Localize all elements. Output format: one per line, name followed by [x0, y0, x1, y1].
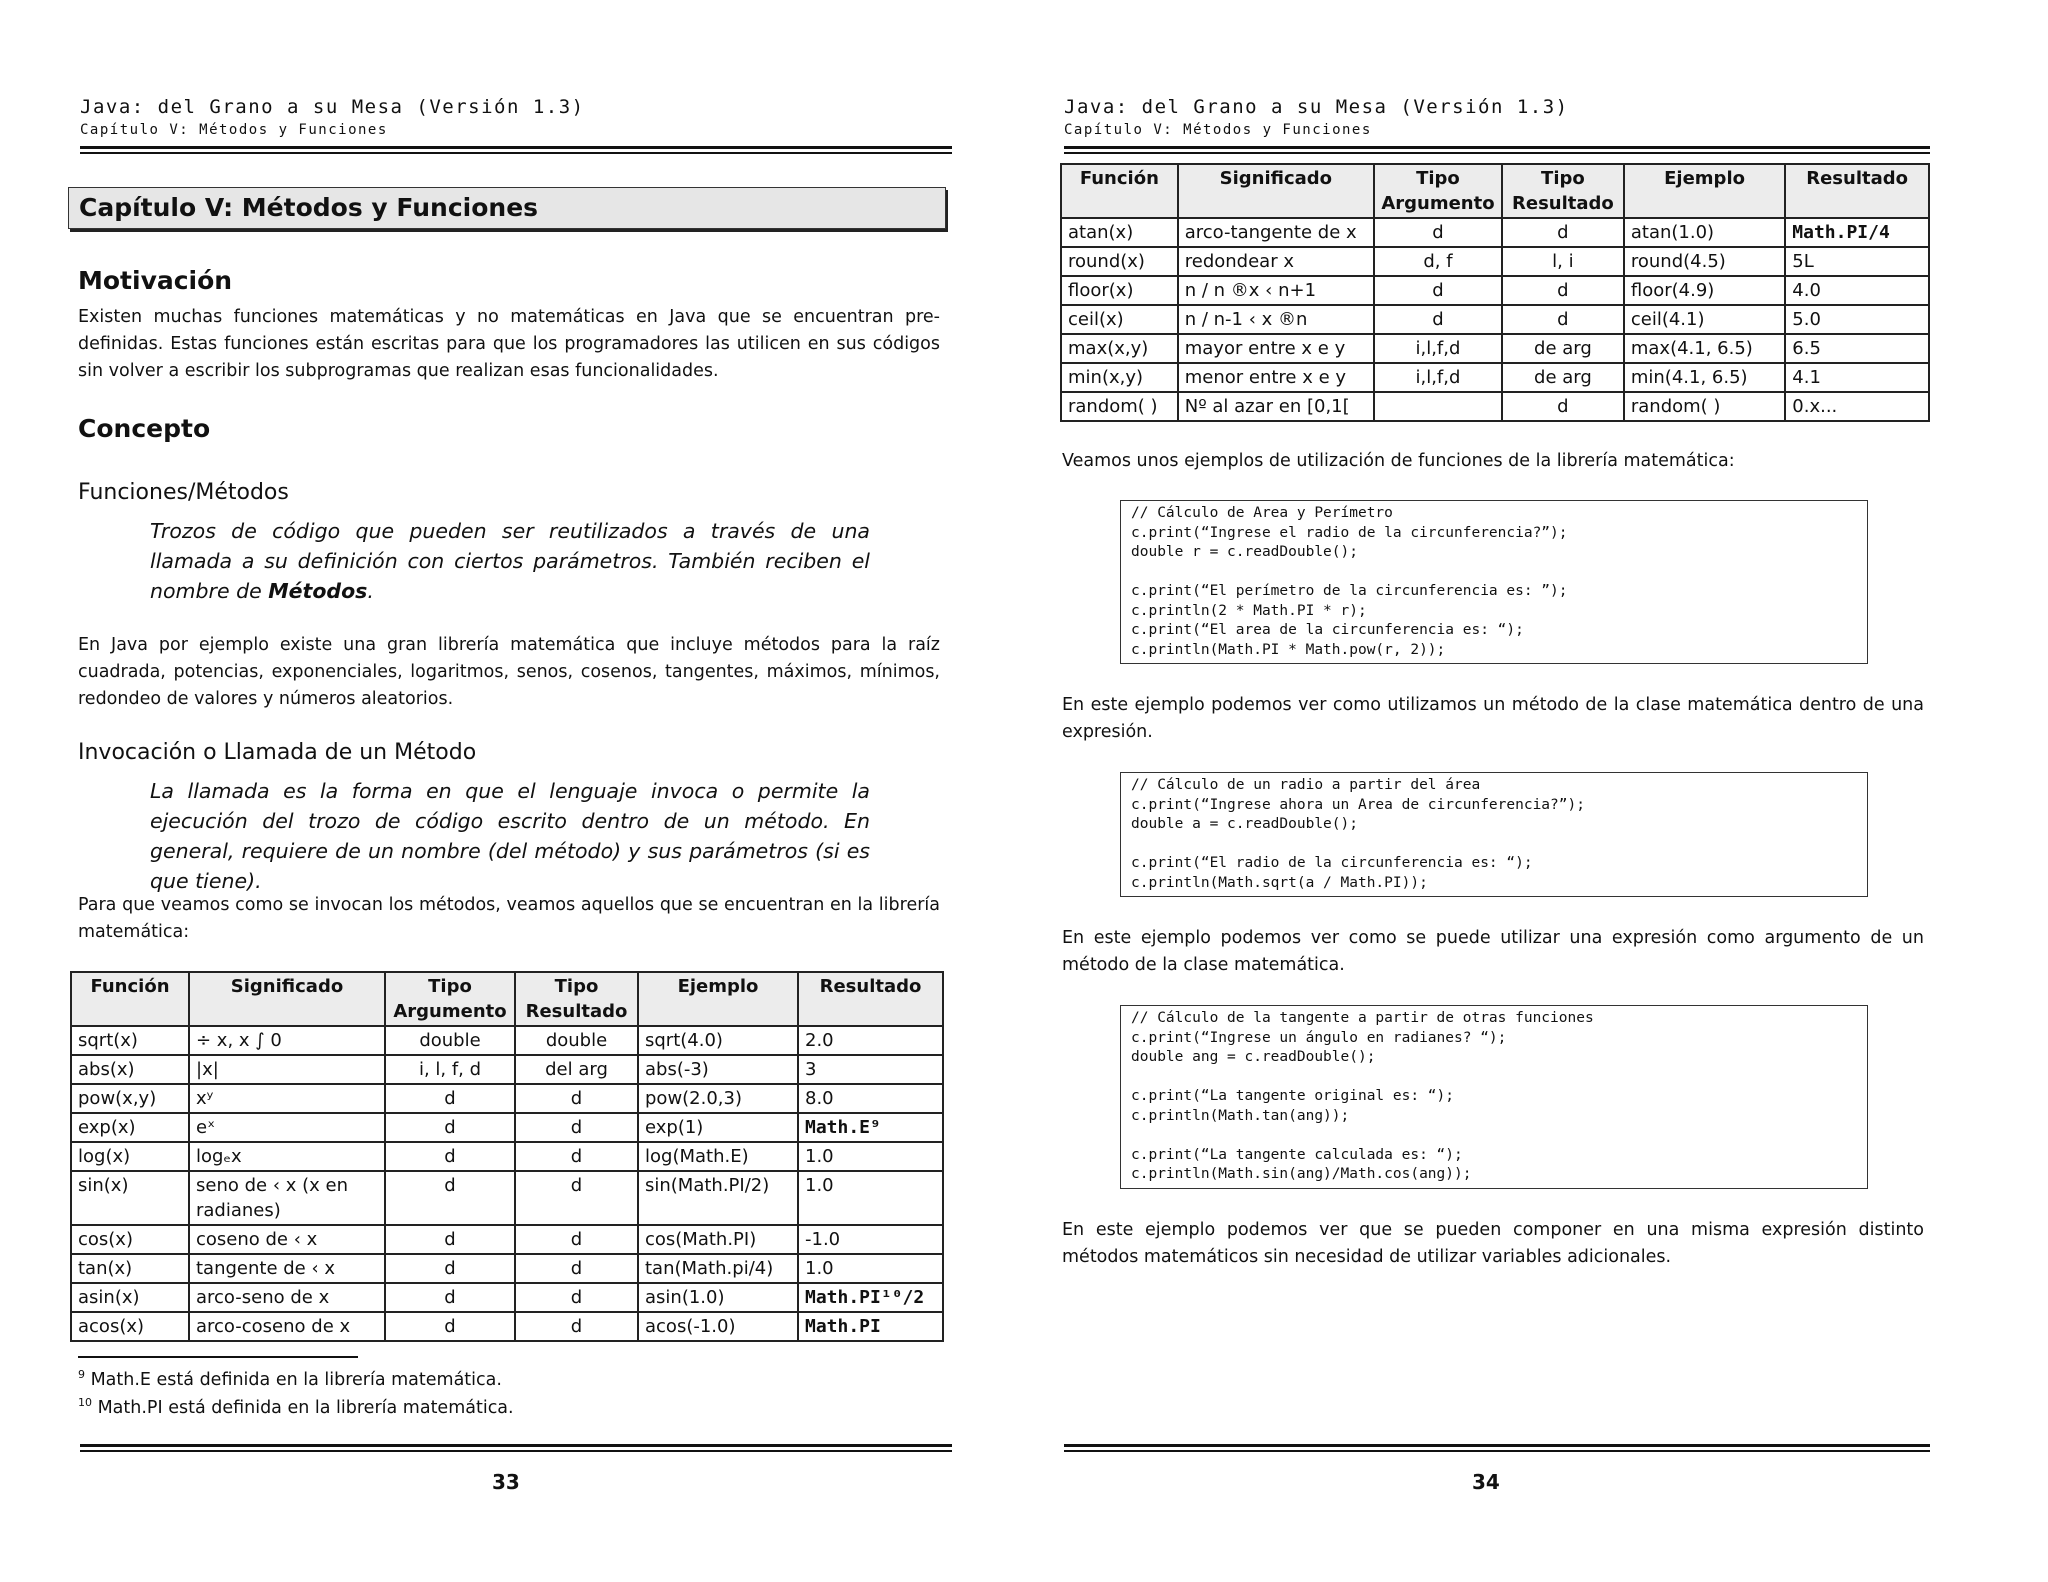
table-row	[71, 1084, 943, 1113]
table-cell: cos(x)	[71, 1225, 189, 1254]
table-cell: Math.PI¹⁰/2	[798, 1283, 943, 1312]
table-cell: round(x)	[1061, 247, 1178, 276]
table-cell: pow(x,y)	[71, 1084, 189, 1113]
table-row	[71, 1171, 943, 1225]
table-cell: acos(-1.0)	[638, 1312, 798, 1341]
table-header-row	[1061, 164, 1929, 218]
table-header-row	[71, 972, 943, 1026]
table-row	[71, 1113, 943, 1142]
invocacion-definition: La llamada es la forma en que el lenguaje invoca o permite la ejecución del trozo de código escrito dentro de un método. En general, requiere de un nombre (del método) y sus parámetros (si es que tiene).	[150, 779, 870, 893]
table-cell: Nº al azar en [0,1[	[1178, 392, 1374, 421]
libreria-paragraph: En Java por ejemplo existe una gran librería matemática que incluye métodos para la raíz cuadrada, potencias, exponenciales, logaritmos, senos, cosenos, tangentes, máximos, mínimos, redondeo de valores y números aleatorios.	[78, 635, 940, 709]
col-tipo-argumento: Tipo Argumento	[1374, 164, 1502, 218]
table-cell: d	[385, 1171, 515, 1225]
table-cell: min(x,y)	[1061, 363, 1178, 392]
table-cell: pow(2.0,3)	[638, 1084, 798, 1113]
col-significado: Significado	[189, 972, 385, 1026]
footnote-9: $^9$ Math.E está definida en la librería matemática.	[78, 1368, 502, 1390]
table-cell: n / n-1 ‹ x ®n	[1178, 305, 1374, 334]
table-cell: d	[515, 1225, 638, 1254]
table-cell: abs(-3)	[638, 1055, 798, 1084]
table-cell: 1.0	[798, 1171, 943, 1225]
table-cell: d	[515, 1171, 638, 1225]
table-cell: 6.5	[1785, 334, 1929, 363]
table-cell: d	[515, 1283, 638, 1312]
col-resultado: Resultado	[1785, 164, 1929, 218]
table-cell: 1.0	[798, 1142, 943, 1171]
table-cell: atan(x)	[1061, 218, 1178, 247]
col-tipo-argumento: Tipo Argumento	[385, 972, 515, 1026]
table-cell: d	[1502, 392, 1624, 421]
table-row	[1061, 363, 1929, 392]
code-block-tangente: // Cálculo de la tangente a partir de otras funciones c.print(“Ingrese un ángulo en radianes? “); double ang = c.readDouble(); c.print(“La tangente original es: “); c.println(Math.tan(ang)); c.print(“La tangente calculada es: “); c.println(Math.sin(ang)/Math.cos(ang));	[1120, 1005, 1868, 1189]
table-cell: double	[385, 1026, 515, 1055]
table-cell: 4.1	[1785, 363, 1929, 392]
table-cell: d, f	[1374, 247, 1502, 276]
table-row	[1061, 392, 1929, 421]
invocacion-subheading: Invocación o Llamada de un Método	[78, 740, 477, 765]
explicacion-1: En este ejemplo podemos ver como utilizamos un método de la clase matemática dentro de una expresión.	[1062, 695, 1924, 742]
table-cell: tangente de ‹ x	[189, 1254, 385, 1283]
col-funcion: Función	[71, 972, 189, 1026]
table-cell: cos(Math.PI)	[638, 1225, 798, 1254]
funciones-subheading: Funciones/Métodos	[78, 480, 289, 505]
table-cell: l, i	[1502, 247, 1624, 276]
table-cell: |x|	[189, 1055, 385, 1084]
table-cell: i,l,f,d	[1374, 363, 1502, 392]
table-cell: 1.0	[798, 1254, 943, 1283]
page-number-right: 34	[1472, 1470, 1500, 1494]
table-cell: logₑx	[189, 1142, 385, 1171]
table-cell: tan(Math.pi/4)	[638, 1254, 798, 1283]
table-cell: d	[385, 1283, 515, 1312]
left-page	[76, 0, 952, 1582]
table-cell: xʸ	[189, 1084, 385, 1113]
table-cell: sin(x)	[71, 1171, 189, 1225]
header-rule	[80, 146, 952, 154]
table-cell: d	[1374, 218, 1502, 247]
table-cell: d	[385, 1254, 515, 1283]
table-cell: 0.x...	[1785, 392, 1929, 421]
table-cell: i, l, f, d	[385, 1055, 515, 1084]
table-cell: d	[1374, 305, 1502, 334]
chapter-title-box	[68, 187, 946, 229]
motivacion-heading: Motivación	[78, 266, 233, 295]
table-cell: d	[515, 1142, 638, 1171]
table-cell: max(x,y)	[1061, 334, 1178, 363]
footnote-rule	[78, 1356, 358, 1358]
ejemplos-intro: Veamos unos ejemplos de utilización de funciones de la librería matemática:	[1062, 451, 1735, 471]
table-cell: eˣ	[189, 1113, 385, 1142]
table-cell: menor entre x e y	[1178, 363, 1374, 392]
table-cell: n / n ®x ‹ n+1	[1178, 276, 1374, 305]
table-cell: d	[385, 1084, 515, 1113]
table-cell: floor(x)	[1061, 276, 1178, 305]
code-block-radio: // Cálculo de un radio a partir del área c.print(“Ingrese ahora un Area de circunferencia?”); double a = c.readDouble(); c.print(“El radio de la circunferencia es: “); c.println(Math.sqrt(a / Math.PI));	[1120, 772, 1868, 897]
table-cell: d	[515, 1084, 638, 1113]
table-cell: arco-coseno de x	[189, 1312, 385, 1341]
table-cell: exp(1)	[638, 1113, 798, 1142]
table-cell: ceil(4.1)	[1624, 305, 1785, 334]
table-cell: d	[1502, 305, 1624, 334]
table-cell	[1374, 392, 1502, 421]
table-cell: Math.E⁹	[798, 1113, 943, 1142]
table-cell: d	[1502, 218, 1624, 247]
table-cell: log(x)	[71, 1142, 189, 1171]
table-cell: d	[515, 1312, 638, 1341]
table-cell: de arg	[1502, 334, 1624, 363]
table-cell: Math.PI/4	[1785, 218, 1929, 247]
table-row	[71, 1312, 943, 1341]
running-header-title: Java: del Grano a su Mesa (Versión 1.3)	[1064, 96, 1569, 118]
table-cell: d	[385, 1225, 515, 1254]
running-header-title: Java: del Grano a su Mesa (Versión 1.3)	[80, 96, 585, 118]
math-functions-table-1	[70, 971, 944, 1342]
table-cell: sqrt(4.0)	[638, 1026, 798, 1055]
table-cell: del arg	[515, 1055, 638, 1084]
table-cell: -1.0	[798, 1225, 943, 1254]
table-cell: d	[1374, 276, 1502, 305]
table-cell: 5.0	[1785, 305, 1929, 334]
col-tipo-resultado: Tipo Resultado	[515, 972, 638, 1026]
running-header-chapter: Capítulo V: Métodos y Funciones	[1064, 122, 1372, 138]
table-row	[71, 1055, 943, 1084]
col-ejemplo: Ejemplo	[1624, 164, 1785, 218]
table-cell: floor(4.9)	[1624, 276, 1785, 305]
explicacion-2: En este ejemplo podemos ver como se puede utilizar una expresión como argumento de un método de la clase matemática.	[1062, 928, 1924, 975]
explicacion-3: En este ejemplo podemos ver que se pueden componer en una misma expresión distinto métodos matemáticos sin necesidad de utilizar variables adicionales.	[1062, 1220, 1924, 1267]
metodos-term: Métodos	[268, 579, 368, 603]
table-cell: arco-seno de x	[189, 1283, 385, 1312]
col-funcion: Función	[1061, 164, 1178, 218]
table-cell: arco-tangente de x	[1178, 218, 1374, 247]
page-number-left: 33	[492, 1470, 520, 1494]
table-cell: mayor entre x e y	[1178, 334, 1374, 363]
table-cell: 4.0	[1785, 276, 1929, 305]
running-header-chapter: Capítulo V: Métodos y Funciones	[80, 122, 388, 138]
table-cell: 3	[798, 1055, 943, 1084]
col-significado: Significado	[1178, 164, 1374, 218]
table-cell: de arg	[1502, 363, 1624, 392]
table-cell: double	[515, 1026, 638, 1055]
motivacion-text: Existen muchas funciones matemáticas y no matemáticas en Java que se encuentran pre-definidas. Estas funciones están escritas para que los programadores las utilicen en sus códigos sin volver a escribir los subprogramas que realizan esas funcionalidades.	[78, 307, 940, 381]
footer-rule	[1064, 1444, 1930, 1452]
header-rule	[1064, 146, 1930, 154]
table-cell: atan(1.0)	[1624, 218, 1785, 247]
table-row	[71, 1283, 943, 1312]
table-cell: ceil(x)	[1061, 305, 1178, 334]
table-row	[1061, 247, 1929, 276]
table-row	[1061, 305, 1929, 334]
table-cell: random( )	[1624, 392, 1785, 421]
table-cell: 5L	[1785, 247, 1929, 276]
table-cell: log(Math.E)	[638, 1142, 798, 1171]
right-page	[1060, 0, 1930, 1582]
concepto-heading: Concepto	[78, 414, 211, 443]
table-row	[71, 1225, 943, 1254]
table-cell: d	[385, 1142, 515, 1171]
table-cell: tan(x)	[71, 1254, 189, 1283]
table-row	[1061, 218, 1929, 247]
table-cell: d	[515, 1254, 638, 1283]
table-cell: min(4.1, 6.5)	[1624, 363, 1785, 392]
table-cell: redondear x	[1178, 247, 1374, 276]
table-row	[71, 1142, 943, 1171]
table-cell: seno de ‹ x (x en radianes)	[189, 1171, 385, 1225]
col-tipo-resultado: Tipo Resultado	[1502, 164, 1624, 218]
footer-rule	[80, 1444, 952, 1452]
table-row	[71, 1026, 943, 1055]
table-cell: i,l,f,d	[1374, 334, 1502, 363]
table-cell: coseno de ‹ x	[189, 1225, 385, 1254]
table-row	[1061, 334, 1929, 363]
col-resultado: Resultado	[798, 972, 943, 1026]
table-cell: ÷ x, x ∫ 0	[189, 1026, 385, 1055]
table-row	[71, 1254, 943, 1283]
table-cell: d	[1502, 276, 1624, 305]
footnote-10: $^{10}$ Math.PI está definida en la librería matemática.	[78, 1396, 514, 1418]
table-cell: sin(Math.PI/2)	[638, 1171, 798, 1225]
table-cell: acos(x)	[71, 1312, 189, 1341]
table-cell: d	[385, 1312, 515, 1341]
table-cell: max(4.1, 6.5)	[1624, 334, 1785, 363]
table-cell: asin(1.0)	[638, 1283, 798, 1312]
table-cell: asin(x)	[71, 1283, 189, 1312]
table-cell: 8.0	[798, 1084, 943, 1113]
col-ejemplo: Ejemplo	[638, 972, 798, 1026]
table-cell: sqrt(x)	[71, 1026, 189, 1055]
table-cell: d	[385, 1113, 515, 1142]
table-cell: random( )	[1061, 392, 1178, 421]
table-cell: d	[515, 1113, 638, 1142]
math-functions-table-2	[1060, 163, 1930, 422]
code-block-area-perimetro: // Cálculo de Area y Perímetro c.print(“Ingrese el radio de la circunferencia?”); double r = c.readDouble(); c.print(“El perímetro de la circunferencia es: ”); c.println(2 * Math.PI * r); c.print(“El area de la circunferencia es: “); c.println(Math.PI * Math.pow(r, 2));	[1120, 500, 1868, 664]
table-cell: 2.0	[798, 1026, 943, 1055]
table-cell: round(4.5)	[1624, 247, 1785, 276]
chapter-title: Capítulo V: Métodos y Funciones	[79, 193, 539, 222]
funciones-definition: Trozos de código que pueden ser reutilizados a través de una llamada a su definición con ciertos parámetros. También reciben el nombre de Métodos.	[150, 519, 870, 603]
invocacion-paragraph: Para que veamos como se invocan los métodos, veamos aquellos que se encuentran en la librería matemática:	[78, 895, 940, 942]
table-cell: exp(x)	[71, 1113, 189, 1142]
table-row	[1061, 276, 1929, 305]
table-cell: abs(x)	[71, 1055, 189, 1084]
table-cell: Math.PI	[798, 1312, 943, 1341]
